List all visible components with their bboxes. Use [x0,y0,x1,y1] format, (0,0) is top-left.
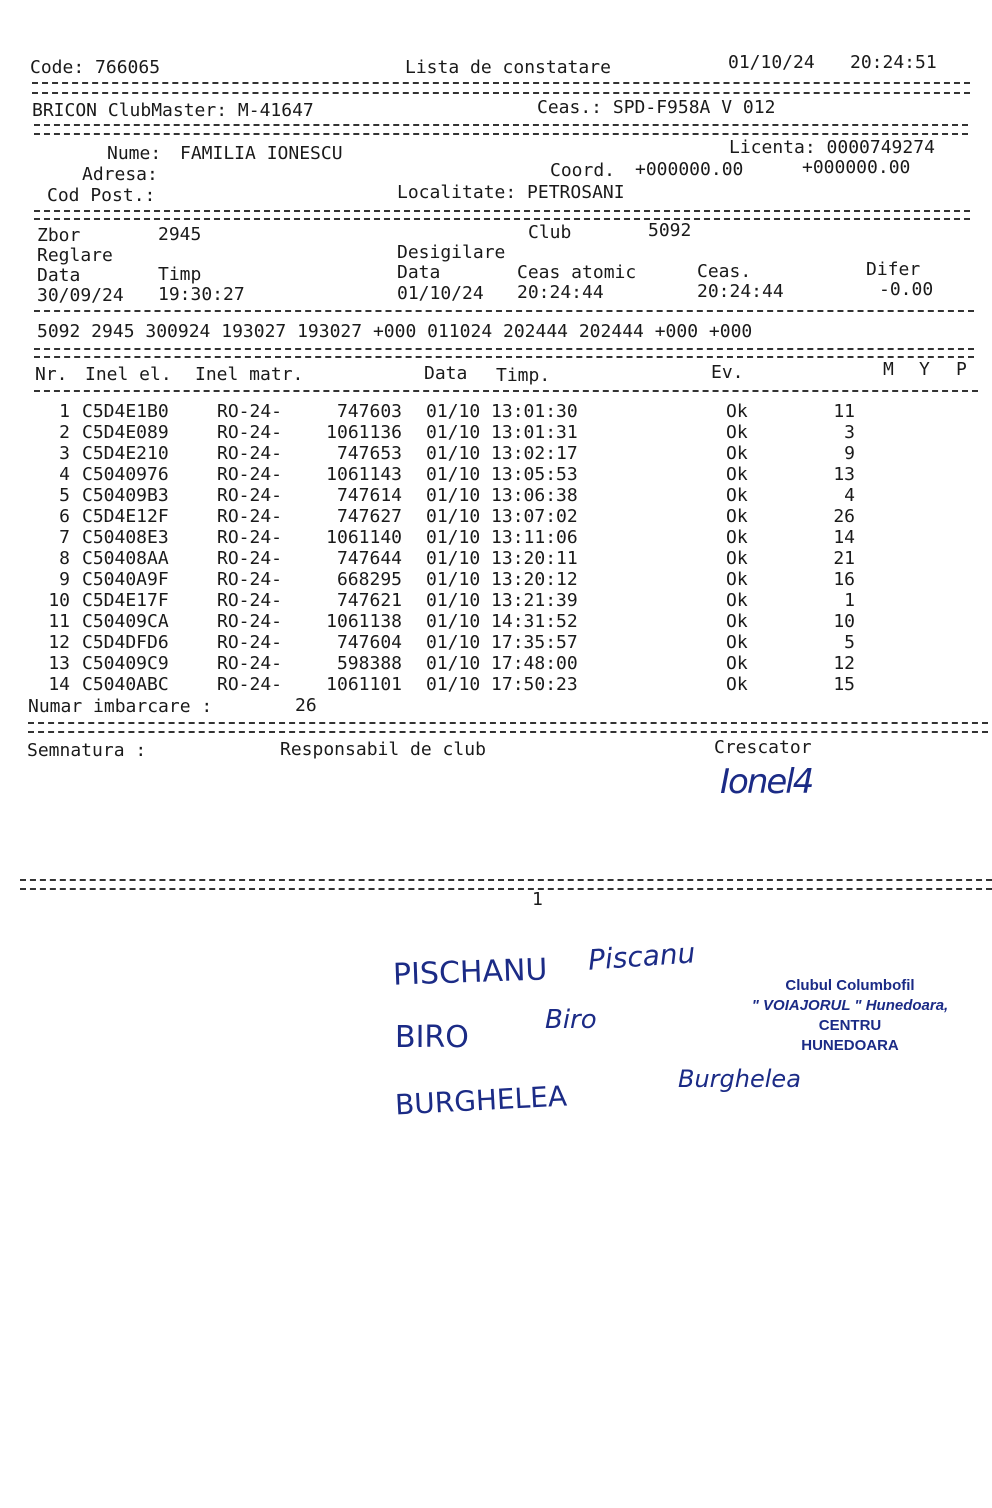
row-event: Ok [726,653,748,674]
row-inel-matr: RO-24- [217,401,283,422]
col-p: P [956,359,967,380]
zbor-label: Zbor [37,225,81,246]
row-ring-number: 747604 [336,632,402,653]
table-row [0,654,992,675]
table-row [0,675,992,696]
row-position: 16 [833,569,855,590]
row-event: Ok [726,422,748,443]
row-position: 10 [833,611,855,632]
row-inel-matr: RO-24- [217,674,283,695]
coord-label: Coord. [550,160,616,181]
divider [28,722,988,724]
clock-model: Ceas.: SPD-F958A V 012 [537,97,776,118]
device-name: BRICON ClubMaster: M-41647 [32,100,314,121]
row-nr: 4 [59,464,70,485]
row-ring-number: 747614 [336,485,402,506]
row-inel-el: C5D4E089 [82,422,169,443]
row-datetime: 01/10 13:11:06 [426,527,578,548]
table-row [0,465,992,486]
row-datetime: 01/10 17:48:00 [426,653,578,674]
row-position: 14 [833,527,855,548]
divider [32,82,970,84]
row-datetime: 01/10 13:05:53 [426,464,578,485]
row-datetime: 01/10 13:20:12 [426,569,578,590]
row-inel-el: C50409CA [82,611,169,632]
club-stamp [720,976,980,1056]
zbor-value: 2945 [158,224,202,245]
ceas-label: Ceas. [697,261,752,282]
row-position: 1 [844,590,855,611]
row-ring-number: 1061138 [326,611,402,632]
row-nr: 9 [59,569,70,590]
breeder-label: Crescator [714,737,812,758]
boarding-label: Numar imbarcare : [28,696,213,717]
divider [28,731,988,733]
data-label: Data [37,265,81,286]
row-inel-el: C5D4E12F [82,506,169,527]
row-nr: 8 [59,548,70,569]
row-position: 3 [844,422,855,443]
coord-value-1: +000000.00 [635,159,744,180]
table-row [0,402,992,423]
report-title: Lista de constatare [405,57,611,78]
row-datetime: 01/10 13:20:11 [426,548,578,569]
row-datetime: 01/10 14:31:52 [426,611,578,632]
handwritten-name-1: PISCHANU [392,952,548,993]
row-inel-matr: RO-24- [217,653,283,674]
handwritten-name-2: BIRO [395,1020,469,1055]
reglare-date: 30/09/24 [37,285,124,306]
page-number: 1 [532,889,543,910]
row-inel-el: C50409B3 [82,485,169,506]
divider [34,390,978,392]
row-position: 13 [833,464,855,485]
row-ring-number: 747627 [336,506,402,527]
signature-1: Piscanu [586,936,697,977]
row-ring-number: 747644 [336,548,402,569]
report-time: 20:24:51 [850,52,937,73]
locality: Localitate: PETROSANI [397,182,625,203]
name-label: Nume: [107,143,162,164]
row-event: Ok [726,401,748,422]
handwritten-name-3: BURGHELEA [394,1079,568,1122]
desigilare-date: 01/10/24 [397,283,484,304]
row-inel-el: C5D4E1B0 [82,401,169,422]
signature-label: Semnatura : [27,740,147,761]
row-inel-matr: RO-24- [217,464,283,485]
row-datetime: 01/10 13:02:17 [426,443,578,464]
postcode-label: Cod Post.: [47,185,156,206]
col-timp: Timp. [496,365,551,386]
address-label: Adresa: [82,164,158,185]
row-nr: 7 [59,527,70,548]
table-row [0,423,992,444]
row-ring-number: 1061101 [326,674,402,695]
club-label: Club [528,222,572,243]
row-ring-number: 1061140 [326,527,402,548]
row-event: Ok [726,506,748,527]
row-ring-number: 1061143 [326,464,402,485]
row-nr: 12 [48,632,70,653]
row-event: Ok [726,674,748,695]
timp-label: Timp [158,264,202,285]
row-event: Ok [726,569,748,590]
row-ring-number: 747621 [336,590,402,611]
row-inel-matr: RO-24- [217,506,283,527]
signature-3: Burghelea [678,1065,801,1093]
table-row [0,612,992,633]
row-nr: 2 [59,422,70,443]
table-row [0,633,992,654]
row-event: Ok [726,464,748,485]
stamp-line-1: Clubul Columbofil [785,977,915,994]
col-inel-matr: Inel matr. [195,364,304,385]
row-nr: 5 [59,485,70,506]
row-position: 15 [833,674,855,695]
row-inel-el: C50408E3 [82,527,169,548]
row-ring-number: 598388 [336,653,402,674]
table-row [0,444,992,465]
summary-code-line: 5092 2945 300924 193027 193027 +000 011024 202444 202444 +000 +000 [37,321,753,342]
reglare-label: Reglare [37,245,113,266]
row-datetime: 01/10 13:21:39 [426,590,578,611]
coord-value-2: +000000.00 [802,157,911,178]
clock-time: 20:24:44 [697,281,784,302]
breeder-signature: Ionel4 [720,762,813,802]
divider [34,218,970,220]
row-position: 4 [844,485,855,506]
row-nr: 3 [59,443,70,464]
table-row [0,591,992,612]
row-datetime: 01/10 17:50:23 [426,674,578,695]
reglare-time: 19:30:27 [158,284,245,305]
stamp-line-4: HUNEDOARA [801,1037,899,1054]
divider [34,348,974,350]
row-ring-number: 747603 [336,401,402,422]
row-inel-matr: RO-24- [217,611,283,632]
row-inel-matr: RO-24- [217,422,283,443]
row-datetime: 01/10 13:06:38 [426,485,578,506]
row-datetime: 01/10 13:07:02 [426,506,578,527]
row-datetime: 01/10 13:01:30 [426,401,578,422]
row-inel-matr: RO-24- [217,443,283,464]
col-ev: Ev. [711,362,744,383]
club-value: 5092 [648,220,692,241]
atomic-time: 20:24:44 [517,282,604,303]
row-nr: 1 [59,401,70,422]
row-event: Ok [726,548,748,569]
row-ring-number: 1061136 [326,422,402,443]
divider [34,356,974,358]
row-inel-el: C5040ABC [82,674,169,695]
row-nr: 6 [59,506,70,527]
row-nr: 13 [48,653,70,674]
row-event: Ok [726,611,748,632]
col-y: Y [919,359,930,380]
row-datetime: 01/10 17:35:57 [426,632,578,653]
divider [34,124,968,126]
difer-label: Difer [866,259,921,280]
row-event: Ok [726,632,748,653]
row-inel-el: C5D4E210 [82,443,169,464]
row-inel-matr: RO-24- [217,590,283,611]
row-position: 12 [833,653,855,674]
divider [20,888,992,890]
row-inel-matr: RO-24- [217,485,283,506]
row-inel-el: C5D4DFD6 [82,632,169,653]
report-code: Code: 766065 [30,57,161,78]
divider [34,210,970,212]
boarding-count: 26 [295,695,317,716]
row-inel-el: C5040976 [82,464,169,485]
ceas-atomic-label: Ceas atomic [517,262,637,283]
row-ring-number: 668295 [336,569,402,590]
divider [32,92,970,94]
licence-number: Licenta: 0000749274 [729,137,935,158]
row-inel-el: C5D4E17F [82,590,169,611]
stamp-line-2: " VOIAJORUL " Hunedoara, [751,997,949,1014]
row-datetime: 01/10 13:01:31 [426,422,578,443]
row-inel-matr: RO-24- [217,569,283,590]
row-position: 9 [844,443,855,464]
row-event: Ok [726,527,748,548]
club-responsible-label: Responsabil de club [280,739,486,760]
divider [34,310,974,312]
row-inel-matr: RO-24- [217,548,283,569]
table-row [0,507,992,528]
row-position: 5 [844,632,855,653]
row-position: 26 [833,506,855,527]
row-event: Ok [726,590,748,611]
col-m: M [883,359,894,380]
col-nr: Nr. [35,364,68,385]
row-nr: 14 [48,674,70,695]
row-inel-matr: RO-24- [217,632,283,653]
table-row [0,528,992,549]
row-position: 21 [833,548,855,569]
divider [20,879,992,881]
row-position: 11 [833,401,855,422]
table-row [0,570,992,591]
col-inel-el: Inel el. [85,364,172,385]
divider [34,133,968,135]
report-date: 01/10/24 [728,52,815,73]
table-row [0,549,992,570]
row-event: Ok [726,443,748,464]
signature-2: Biro [545,1005,597,1035]
row-inel-el: C50409C9 [82,653,169,674]
row-event: Ok [726,485,748,506]
row-nr: 10 [48,590,70,611]
col-data: Data [424,363,468,384]
difference: -0.00 [879,279,934,300]
stamp-line-3: CENTRU [818,1017,882,1034]
table-row [0,486,992,507]
row-inel-matr: RO-24- [217,527,283,548]
owner-name: FAMILIA IONESCU [180,143,343,164]
row-inel-el: C50408AA [82,548,169,569]
row-ring-number: 747653 [336,443,402,464]
row-inel-el: C5040A9F [82,569,169,590]
row-nr: 11 [48,611,70,632]
data-label-2: Data [397,262,441,283]
desigilare-label: Desigilare [397,242,506,263]
